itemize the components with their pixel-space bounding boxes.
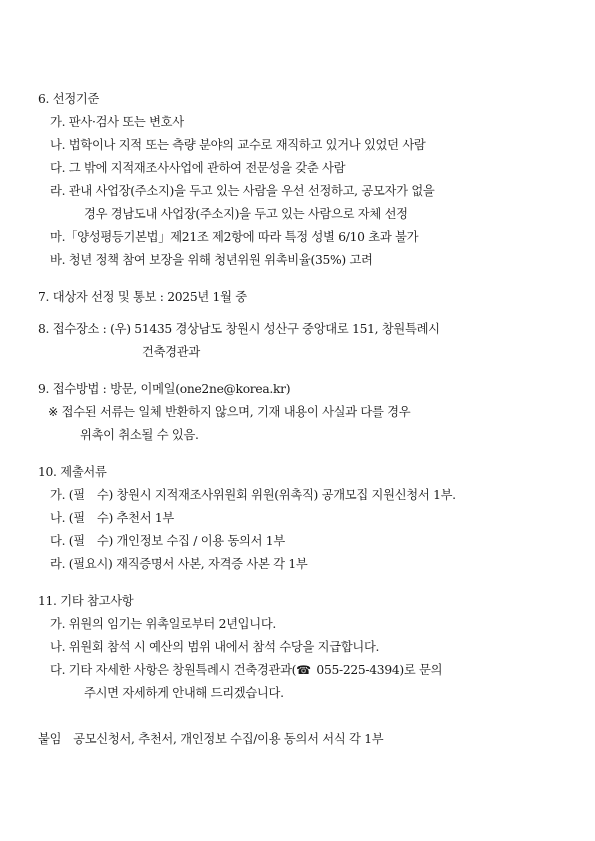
section-8-line1: 8. 접수장소 : (우) 51435 경상남도 창원시 성산구 중앙대로 151, 창원특례시 — [38, 322, 440, 336]
note-item-da-prefix: 다. 기타 자세한 사항은 창원특례시 건축경관과( — [50, 663, 297, 677]
criteria-item-na: 나. 법학이나 지적 또는 측량 분야의 교수로 재직하고 있거나 있었던 사람 — [50, 138, 426, 152]
criteria-item-ba: 바. 청년 정책 참여 보장을 위해 청년위원 위촉비율(35%) 고려 — [50, 253, 373, 267]
document-item-ga: 가. (필 수) 창원시 지적재조사위원회 위원(위촉직) 공개모집 지원신청서 1부. — [50, 488, 456, 502]
criteria-item-da: 다. 그 밖에 지적재조사사업에 관하여 전문성을 갖춘 사람 — [50, 161, 346, 175]
criteria-item-ra-cont: 경우 경남도내 사업장(주소지)을 두고 있는 사람으로 자체 선정 — [84, 207, 408, 221]
phone-icon: ☎ — [296, 663, 311, 677]
attachment-line: 붙임 공모신청서, 추천서, 개인정보 수집/이용 동의서 서식 각 1부 — [38, 732, 384, 746]
section-9-note-cont: 위촉이 취소될 수 있음. — [80, 428, 199, 442]
note-item-da-suffix: 055-225-4394)로 문의 — [312, 663, 443, 677]
section-8-line2: 건축경관과 — [142, 345, 200, 359]
section-11-title: 11. 기타 참고사항 — [38, 594, 134, 608]
note-item-da — [38, 659, 560, 682]
criteria-item-ma: 마.「양성평등기본법」제21조 제2항에 따라 특정 성별 6/10 초과 불가 — [50, 230, 419, 244]
section-9-note-text: 접수된 서류는 일체 반환하지 않으며, 기재 내용이 사실과 다를 경우 — [61, 405, 411, 419]
section-6-title: 6. 선정기준 — [38, 92, 100, 106]
document-body — [38, 88, 560, 751]
note-item-na: 나. 위원회 참석 시 예산의 범위 내에서 참석 수당을 지급합니다. — [50, 640, 380, 654]
criteria-item-ra: 라. 관내 사업장(주소지)을 두고 있는 사람을 우선 선정하고, 공모자가 없을 — [50, 184, 435, 198]
section-7-title: 7. 대상자 선정 및 통보 : 2025년 1월 중 — [38, 290, 247, 304]
document-item-da: 다. (필 수) 개인정보 수집 / 이용 동의서 1부 — [50, 534, 285, 548]
note-mark-icon: ※ — [48, 405, 59, 419]
document-item-na: 나. (필 수) 추천서 1부 — [50, 511, 175, 525]
document-item-ra: 라. (필요시) 재직증명서 사본, 자격증 사본 각 1부 — [50, 557, 308, 571]
section-9-title: 9. 접수방법 : 방문, 이메일(one2ne@korea.kr) — [38, 382, 291, 396]
section-10-title: 10. 제출서류 — [38, 465, 107, 479]
section-9-note — [38, 401, 560, 424]
note-item-ga: 가. 위원의 임기는 위촉일로부터 2년입니다. — [50, 617, 277, 631]
note-item-da-cont: 주시면 자세하게 안내해 드리겠습니다. — [84, 686, 284, 700]
criteria-item-ga: 가. 판사·검사 또는 변호사 — [50, 115, 184, 129]
